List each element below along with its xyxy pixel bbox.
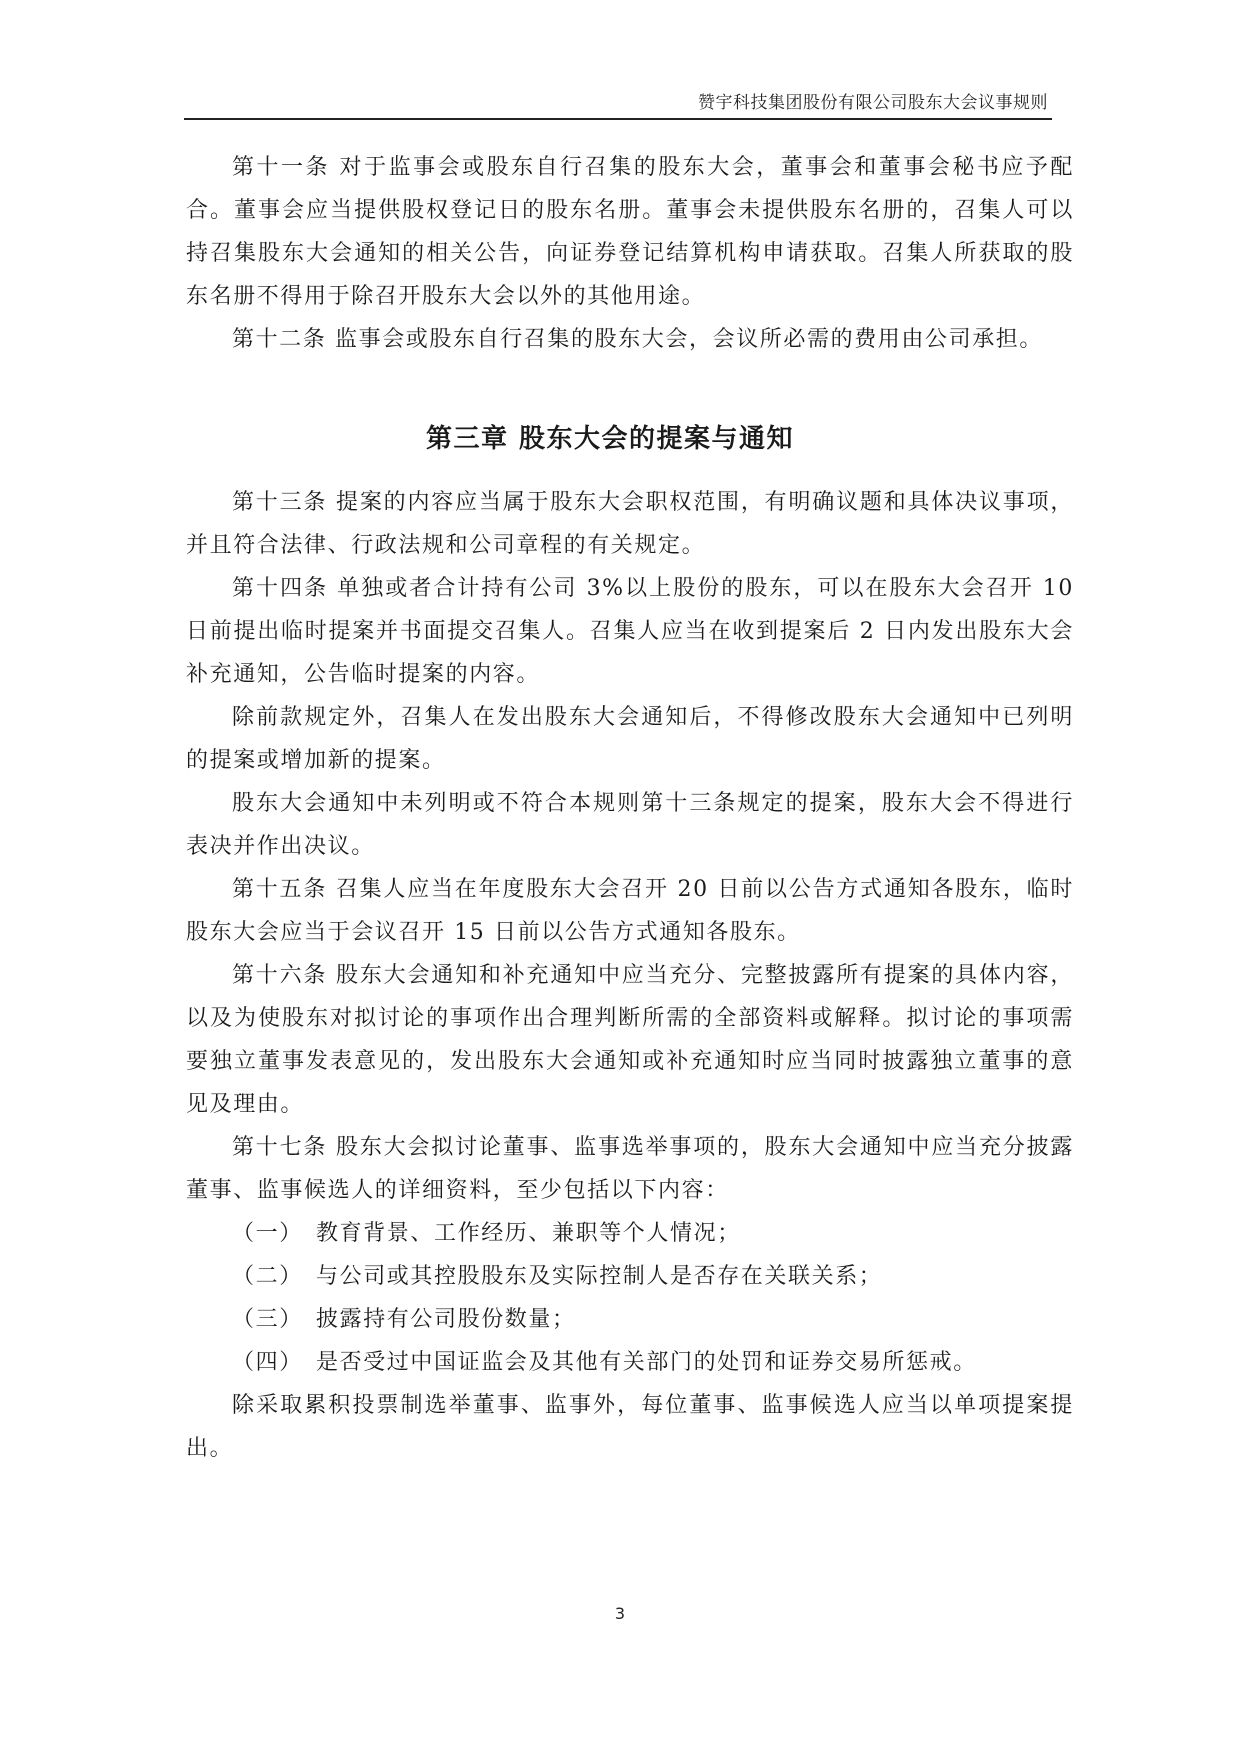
list-item-mark: （二） [232,1264,303,1289]
article-12: 第十二条 监事会或股东自行召集的股东大会，会议所必需的费用由公司承担。 [232,327,1043,352]
list-item-text: 是否受过中国证监会及其他有关部门的处罚和证券交易所惩戒。 [316,1350,977,1375]
article-17: 第十七条 股东大会拟讨论董事、监事选举事项的，股东大会通知中应当充分披露董事、监事候选人的详细资料，至少包括以下内容： [186,1135,1074,1203]
article-17-clause-2: 除采取累积投票制选举董事、监事外，每位董事、监事候选人应当以单项提案提出。 [186,1393,1074,1461]
list-item [186,1341,1074,1384]
article-14-clause-2: 除前款规定外，召集人在发出股东大会通知后，不得修改股东大会通知中已列明的提案或增加新的提案。 [186,705,1074,773]
article-14: 第十四条 单独或者合计持有公司 3%以上股份的股东，可以在股东大会召开 10 日前提出临时提案并书面提交召集人。召集人应当在收到提案后 2 日内发出股东大会补充通知，公告临时提案的内容。 [186,576,1074,687]
page-header [184,86,1052,120]
list-item-text: 与公司或其控股股东及实际控制人是否存在关联关系； [316,1264,883,1289]
chapter-title: 第三章 股东大会的提案与通知 [425,424,795,454]
page-number: 3 [614,1604,626,1623]
article-13: 第十三条 提案的内容应当属于股东大会职权范围，有明确议题和具体决议事项，并且符合法律、行政法规和公司章程的有关规定。 [186,490,1074,558]
list-item [186,1298,1074,1341]
list-item [186,1212,1074,1255]
list-item-mark: （一） [232,1221,303,1246]
article-15: 第十五条 召集人应当在年度股东大会召开 20 日前以公告方式通知各股东，临时股东大会应当于会议召开 15 日前以公告方式通知各股东。 [186,877,1074,945]
article-11: 第十一条 对于监事会或股东自行召集的股东大会，董事会和董事会秘书应予配合。董事会应当提供股权登记日的股东名册。董事会未提供股东名册的，召集人可以持召集股东大会通知的相关公告，向证券登记结算机构申请获取。召集人所获取的股东名册不得用于除召开股东大会以外的其他用途。 [186,155,1074,309]
article-16: 第十六条 股东大会通知和补充通知中应当充分、完整披露所有提案的具体内容，以及为使股东对拟讨论的事项作出合理判断所需的全部资料或解释。拟讨论的事项需要独立董事发表意见的，发出股东大会通知或补充通知时应当同时披露独立董事的意见及理由。 [186,963,1074,1117]
list-item-text: 披露持有公司股份数量； [316,1307,576,1332]
list-item-mark: （三） [232,1307,303,1332]
list-item [186,1255,1074,1298]
article-14-clause-3: 股东大会通知中未列明或不符合本规则第十三条规定的提案，股东大会不得进行表决并作出决议。 [186,791,1074,859]
document-body [186,146,1074,1470]
list-item-text: 教育背景、工作经历、兼职等个人情况； [316,1221,741,1246]
list-item-mark: （四） [232,1350,303,1375]
document-title: 赞宇科技集团股份有限公司股东大会议事规则 [698,93,1048,113]
